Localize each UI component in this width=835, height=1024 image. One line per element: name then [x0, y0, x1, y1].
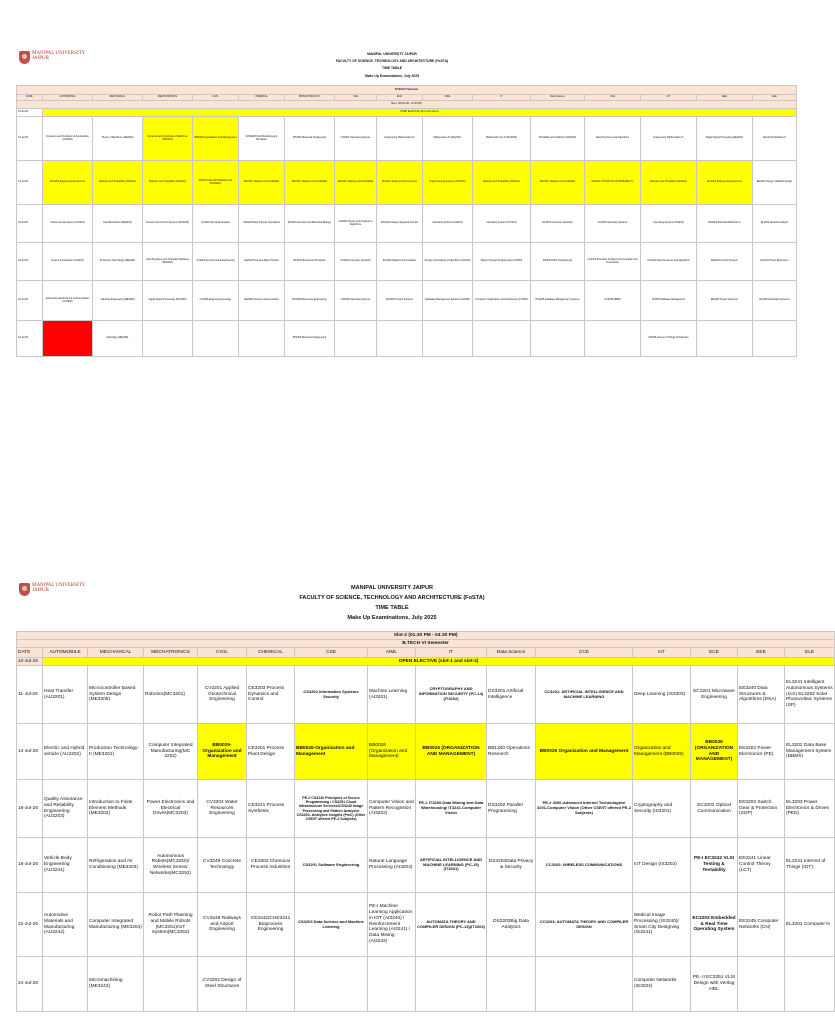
exam-cell: BB1340 Operations Research: [487, 724, 536, 780]
col-header: AIML: [368, 648, 416, 658]
header-faculty: FACULTY OF SCIENCE, TECHNOLOGY AND ARCHITECTURE (FoSTA): [335, 59, 449, 64]
exam-cell: CV2204 Environmental Engineering: [193, 243, 239, 281]
exam-cell: CE2203 Mass Transfer Operations: [239, 205, 285, 243]
exam-cell: CS3202 Information Systems Security: [295, 666, 368, 724]
exam-cell: Engineering Economics (HS2201): [423, 161, 473, 205]
exam-cell: CC3202: WIRELESS COMMUNICATIONS: [536, 838, 633, 893]
logo-line2: JAIPUR: [32, 56, 49, 62]
col-header: CSE: [295, 648, 368, 658]
col-header: ELE: [785, 648, 835, 658]
exam-cell: BB0026 Organization and Management: [193, 117, 239, 161]
date-cell: 10-Jul-25: [17, 109, 43, 117]
exam-cell: IoT Design (IS3202): [633, 838, 691, 893]
col-header: ELE: [753, 95, 797, 101]
exam-cell: EE3245 Computer Networks (CN): [738, 893, 785, 957]
exam-cell: DS3201 Artificial Intelligence: [487, 666, 536, 724]
exam-cell: CS2203 Design and Analysis of Algorithms: [335, 205, 377, 243]
exam-cell: [193, 321, 239, 357]
exam-cell: Statistics and Probability (MA2201): [93, 161, 143, 205]
exam-cell: BT2203 Genetics and Molecular Biology: [285, 205, 335, 243]
exam-cell: EL2203 Network Analysis: [753, 205, 797, 243]
exam-cell: MA2201 Statistics and Probability: [239, 161, 285, 205]
exam-cell: Dynamics and Synthesis of Machines (MC2201): [143, 117, 193, 161]
exam-cell: [585, 321, 641, 357]
exam-cell: EC3201 Microwave Engineering: [691, 666, 738, 724]
exam-cell: Computer Organization and Architecture (IT2205): [473, 281, 531, 321]
exam-cell: CS3201 Software Engineering: [295, 838, 368, 893]
exam-cell: BT2206 Bioreactor Engineering: [285, 321, 335, 357]
exam-cell: EL3241 Intelligent Autonomous Systems (IAS) EL3252 Solar Photovoltaic Systems (SP): [785, 666, 835, 724]
exam-cell: CV3204 Water Resources Engineering: [198, 780, 247, 838]
col-header: DATE: [17, 648, 43, 658]
date-cell: 10-Jul-25: [17, 658, 43, 666]
exam-cell: Computer Integrated Manufacturing (ME3204): [88, 893, 144, 957]
exam-cell: CV3248 Railways and Airport Engineering: [198, 893, 247, 957]
exam-cell: CC2203 Operating Systems: [585, 205, 641, 243]
exam-cell: Mathematics for AI (MA2203): [473, 117, 531, 161]
exam-cell: Object Oriented Programming (IT2204): [473, 243, 531, 281]
exam-cell: EE2204 Control Systems: [697, 243, 753, 281]
exam-cell: PE-2 CS3240 Principles of Secure Programming / CS3251 Cloud Infrastructure Services/CS3240 Image Processing and Pattern Analysis/ CS3260- Analytics Insights (PwC) (Other CSE/IT offered PE-2 Subjects): [295, 780, 368, 838]
exam-cell: [144, 957, 198, 1012]
slot-band: Slot-2 (01:30 PM - 04:30 PM): [17, 632, 835, 640]
exam-cell: [416, 957, 487, 1012]
col-header: CIVIL: [193, 95, 239, 101]
col-header: AUTOMOBILE: [43, 648, 88, 658]
exam-cell: CS2204 Computer Networks: [335, 243, 377, 281]
exam-cell: CE3241 Process Synthesis: [247, 780, 295, 838]
exam-cell: CE3242/CHE3241 Bioprocess Engineering: [247, 893, 295, 957]
exam-cell: Computer Integrated Manufacturing(MC 3202): [144, 724, 198, 780]
date-cell: 22-Jul-25: [17, 281, 43, 321]
exam-cell: Statistics and Probability (MA2201): [641, 161, 697, 205]
date-cell: 16-Jul-25: [17, 780, 43, 838]
exam-cell: MA2201 Statistics and Probability: [285, 161, 335, 205]
exam-cell: CE3201 Process Plant Design: [247, 724, 295, 780]
col-header: MECHANICAL: [88, 648, 144, 658]
col-header: IT: [416, 648, 487, 658]
header-exam: Make Up Examinations, July 2025: [364, 73, 420, 78]
exam-cell: PE-2 3200-Advanced Internet Technologies/ 3201-Computer Vision (Other CSE/IT offered PE-2 Subjects): [536, 780, 633, 838]
exam-cell: ICMS225 Fluid Modelling and Simulation: [239, 117, 285, 161]
timetable-sheet-vi-semester: [16, 581, 833, 1001]
col-header: Data Science: [531, 95, 585, 101]
exam-cell: BT2204 Bioprocess Principles: [285, 243, 335, 281]
logo-line2: JAIPUR: [32, 588, 49, 594]
header-title: TIME TABLE: [381, 66, 403, 71]
col-header: IoT: [641, 95, 697, 101]
col-header: CHEMICAL: [247, 648, 295, 658]
col-header: MECHATRONICS: [144, 648, 198, 658]
open-elective-cell: OPEN ELECTIVE (slot-1 and slot-2): [43, 109, 797, 117]
exam-cell: [531, 321, 585, 357]
exam-cell: Operating Systems (IT2201): [473, 205, 531, 243]
exam-cell: MA2201 Engineering Economics: [377, 161, 423, 205]
semester-band: B.TECH IV Semester: [17, 86, 797, 95]
exam-cell: Vehicle Aerodynamics (AU2203): [43, 205, 93, 243]
exam-cell: CS2205 Operating Systems: [335, 281, 377, 321]
sheet-header: [16, 583, 768, 623]
exam-cell: BB0026 Organization and Management: [536, 724, 633, 780]
exam-cell: MA2201 Engineering Economics: [697, 161, 753, 205]
exam-cell: CV3201 Applied Geotechnical Engineering: [198, 666, 247, 724]
exam-cell: EE3202 Power Electronics (PE): [738, 724, 785, 780]
exam-cell: EE3241 Linear Control Theory (LCT): [738, 838, 785, 893]
exam-cell: CC3201: ARTIFICIAL INTELLIGENCE AND MACHINE LEARNING: [536, 666, 633, 724]
col-header: EEE: [697, 95, 753, 101]
exam-cell: CV3249 Concrete Technology: [198, 838, 247, 893]
exam-cell: Fuels & Combustion (AU2204): [43, 243, 93, 281]
exam-cell: [377, 321, 423, 357]
exam-cell: Medical Image Processing (IS3240)/ Smart City Designing (IS3241): [633, 893, 691, 957]
exam-cell: [335, 321, 377, 357]
exam-cell: CV3202 Design of Steel Structures: [198, 957, 247, 1012]
exam-cell: Theory of Machines (ME2202): [93, 117, 143, 161]
exam-cell: Deep Learning (IS3203): [633, 666, 691, 724]
exam-cell: BT2205 Bioprocess Engineering: [285, 281, 335, 321]
exam-cell: Digital Signal Processing (MC2205): [143, 281, 193, 321]
exam-cell: Automotive Materials and Manufacturing (AU3242): [43, 893, 88, 957]
exam-cell: [43, 957, 88, 1012]
exam-cell: Vehicle Body Engineering (AU3241): [43, 838, 88, 893]
semester-band: B.TECH VI Semester: [17, 640, 835, 648]
exam-cell: Engineering Mathematics-IV: [641, 117, 697, 161]
exam-cell: Operating Systems (IO2203): [641, 205, 697, 243]
exam-cell: Industrial Engineering (ME2205): [93, 281, 143, 321]
exam-cell: Production Technology (ME2204): [93, 243, 143, 281]
col-header: CSE: [335, 95, 377, 101]
exam-cell: Fluid Mechanics (ME2203): [93, 205, 143, 243]
exam-cell: DS3204Data Privacy & Security: [487, 838, 536, 893]
exam-cell: Database Management Systems (AI2205): [423, 281, 473, 321]
col-header: CCE: [536, 648, 633, 658]
exam-cell: EC2203 Analog Integrated Circuits: [377, 205, 423, 243]
exam-cell: Mathematics-IV (MA2201): [423, 117, 473, 161]
exam-cell: EC2204 Digital Communication: [377, 243, 423, 281]
exam-cell-red: [43, 321, 93, 357]
exam-cell: Introduction to Finite Element Methods (ME3202): [88, 780, 144, 838]
exam-cell: PE-I Machine Learning Application in IOT (AI3240) / Reinforcement Learning (AI3241) / Data Mining (AI3242): [368, 893, 416, 957]
exam-cell: Natural Language Processing (AI3204): [368, 838, 416, 893]
exam-cell: BB0026 (Organization and Management): [368, 724, 416, 780]
exam-cell: CE2205 Process Instrumentation: [239, 281, 285, 321]
exam-cell: Electrical Machines-II: [753, 117, 797, 161]
exam-cell: [753, 321, 797, 357]
exam-cell: BB0026-Organization and Management: [198, 724, 247, 780]
exam-cell: Micromachining (ME3243): [88, 957, 144, 1012]
exam-cell: EL3203 Power Electronics & Drives (PED): [785, 780, 835, 838]
exam-cell: Machine Learning (AI3201): [368, 666, 416, 724]
date-cell: 11-Jul-25: [17, 666, 43, 724]
exam-cell: [295, 957, 368, 1012]
exam-cell: MA2201 Statistics and Probability: [335, 161, 377, 205]
exam-cell: PE-I EC3242 VLSI Testing & Testability: [691, 838, 738, 893]
exam-cell: CC2204 Principles of Data Communication and Networking: [585, 243, 641, 281]
col-header: MECHANICAL: [93, 95, 143, 101]
exam-cell: [143, 321, 193, 357]
date-cell: 24-Jul-25: [17, 321, 43, 357]
timetable-sheet-iv-semester: [16, 49, 793, 345]
exam-cell: EE2205 Power Systems-I: [697, 281, 753, 321]
exam-cell: CV2205 Engineering Geology: [193, 281, 239, 321]
exam-cell: Sensors and Control Systems (MC2203): [143, 205, 193, 243]
exam-cell: Electric and Hybrid vehicle (AU3202): [43, 724, 88, 780]
date-cell: 14-Jul-25: [17, 724, 43, 780]
col-header: BIOTECHNOLOGY: [285, 95, 335, 101]
header-university: MANIPAL UNIVERSITY JAIPUR: [367, 52, 417, 56]
exam-cell: Fluid Dynamics and Hydraulic Machines (MC2204): [143, 243, 193, 281]
col-header: IT: [473, 95, 531, 101]
col-header: ECE: [691, 648, 738, 658]
col-header: AIML: [423, 95, 473, 101]
exam-cell: Microcontroller Based System Design (ME3205): [88, 666, 144, 724]
exam-cell: Dynamics and Synthesis of Automobiles (AU2202): [43, 117, 93, 161]
exam-cell: [368, 957, 416, 1012]
exam-cell: Power Electronics and Electrical Drives(MC3203): [144, 780, 198, 838]
exam-cell: EC2205 Control Systems: [377, 281, 423, 321]
open-elective-cell: OPEN ELECTIVE (slot-1 and slot-2): [43, 658, 835, 666]
exam-cell: [423, 321, 473, 357]
col-header: ECE: [377, 95, 423, 101]
col-header: CCE: [585, 95, 641, 101]
exam-cell: Heat Transfer (AU3201): [43, 666, 88, 724]
date-cell: 16-Jul-25: [17, 205, 43, 243]
exam-cell: Design and Analysis of Algorithms (AI2204): [423, 243, 473, 281]
exam-cell: [785, 957, 835, 1012]
exam-cell: DS3202 Parallel Programming: [487, 780, 536, 838]
date-cell: 18-Jul-25: [17, 838, 43, 893]
col-header: MECHATRONICS: [143, 95, 193, 101]
exam-cell: BB0026 (ORGANIZATION AND MANAGEMENT): [691, 724, 738, 780]
exam-cell: EL3241 Internet of Things (IOT): [785, 838, 835, 893]
exam-cell: BB0026-Organization and Management: [295, 724, 368, 780]
exam-cell: EE3203 Switch Gear & Protection (SGP): [738, 780, 785, 838]
exam-cell: CE3203 Process Dynamics and Control: [247, 666, 295, 724]
exam-cell: Operating Systems (AI2201): [423, 205, 473, 243]
exam-cell: PE- II EC3251 VLSI Design with Verilog HDL: [691, 957, 738, 1012]
exam-cell: Computer Vision and Pattern Recognition (AI3202): [368, 780, 416, 838]
exam-cell: Metrology (ME2206): [93, 321, 143, 357]
exam-cell: Organization and Management (BB0026): [633, 724, 691, 780]
col-header: Data Science: [487, 648, 536, 658]
exam-cell: Computer Networks (IS3204): [633, 957, 691, 1012]
exam-cell: [697, 321, 753, 357]
exam-cell: DS2203 Computer Networks: [531, 205, 585, 243]
exam-cell: MA2201 STATISTICS & PROBABILITY: [585, 161, 641, 205]
logo-line1: MANIPAL UNIVERSITY: [32, 583, 86, 588]
exam-cell: DS2204 Web Programming: [531, 243, 585, 281]
exam-cell: Refrigeration and Air Conditioning (ME3203): [88, 838, 144, 893]
exam-cell: Engineering Mathematics-IV: [377, 117, 423, 161]
exam-cell: ARTIFICIAL INTELLIGENCE AND MACHINE LEARNING (PC-15)(IT3201): [416, 838, 487, 893]
exam-cell: CE3202 Chemical Process Industries: [247, 838, 295, 893]
exam-cell: [738, 957, 785, 1012]
exam-cell: EE2201 Design / EE2201 Design: [753, 161, 797, 205]
exam-cell: IO2205 Database Management: [641, 281, 697, 321]
header-title: TIME TABLE: [375, 605, 409, 611]
exam-cell: Digital Signal Processing (EE2202): [697, 117, 753, 161]
exam-cell: BT2202 Molecular Engineering: [285, 117, 335, 161]
exam-cell: CV2203 Structural Analysis: [193, 205, 239, 243]
exam-cell: EC3203 Embedded & Real Time Operating System: [691, 893, 738, 957]
exam-cell: AUTOMATA THEORY AND COMPILER DESIGN (PC-13)(IT3203): [416, 893, 487, 957]
exam-cell: Robotics(MC3201): [144, 666, 198, 724]
exam-cell: EE2203 Electrical Machines-II: [697, 205, 753, 243]
exam-cell: [473, 321, 531, 357]
exam-cell: CC2204 Data Structures and Algorithms: [641, 243, 697, 281]
exam-cell: [487, 957, 536, 1012]
exam-cell: Quality Assurance and Reliability Engineering (AU3203): [43, 780, 88, 838]
exam-cell: Data Structures and Algorithms: [585, 117, 641, 161]
exam-cell: [536, 957, 633, 1012]
timetable-table: [16, 631, 835, 1012]
exam-cell: [247, 957, 295, 1012]
exam-cell: Robot Path Planning and Mobile Robots (MC3251)/IoT System(MC3253): [144, 893, 198, 957]
exam-cell: EC3202 Optical Communication: [691, 780, 738, 838]
col-header: EEE: [738, 648, 785, 658]
exam-cell: Statistics and Probability (MA2201): [143, 161, 193, 205]
col-header: AUTOMOBILE: [43, 95, 93, 101]
exam-cell: MA2201 Strength Statistics and Probability: [193, 161, 239, 205]
exam-cell: PE-2 IT3200-Data Mining and Data Warehousing/ IT3241-Computer Vision: [416, 780, 487, 838]
exam-cell: MA2201 Engineering Economics: [43, 161, 93, 205]
exam-cell: [239, 321, 285, 357]
header-faculty: FACULTY OF SCIENCE, TECHNOLOGY AND ARCHITECTURE (FoSTA): [299, 595, 485, 601]
exam-cell: Production Technology- II (ME3201): [88, 724, 144, 780]
exam-cell: Probability and Statistics (MA2203): [531, 117, 585, 161]
exam-cell: Statistics and Probability (MA2201): [473, 161, 531, 205]
date-cell: 10-Jul-25: [17, 117, 43, 161]
exam-cell: CC3203: AUTOMATA THEORY AND COMPILER DESIGN: [536, 893, 633, 957]
exam-cell: EL3201 Computer N: [785, 893, 835, 957]
col-header: IoT: [633, 648, 691, 658]
date-cell: 22-Jul-25: [17, 893, 43, 957]
timetable-table: [16, 85, 797, 357]
exam-cell: Automotive Electronics & Instrumentation (AU2205): [43, 281, 93, 321]
date-cell: 14-Jul-25: [17, 161, 43, 205]
col-header: DATE: [17, 95, 43, 101]
exam-cell: DS2205 Database Management Systems: [531, 281, 585, 321]
exam-cell: Cryptography and Security (IS3201): [633, 780, 691, 838]
exam-cell: CE2204 Heat and Mass Transfer: [239, 243, 285, 281]
col-header: CIVIL: [198, 648, 247, 658]
exam-cell: EL2205 Embedded Systems: [753, 281, 797, 321]
header-exam: Make Up Examinations, July 2025: [347, 615, 437, 621]
exam-cell: IO2206 Internet of Things Architecture: [641, 321, 697, 357]
exam-cell: CC2205 DBMS: [585, 281, 641, 321]
date-cell: 24-Jul-25: [17, 957, 43, 1012]
exam-cell: Autonomous Robots(MC3250)/ Wireless Sensor Networks(MC3252): [144, 838, 198, 893]
col-header: CHEMICAL: [239, 95, 285, 101]
exam-cell: MA2201 Statistics and Probability: [531, 161, 585, 205]
exam-cell: CRYPTOGRAPHY AND INFORMATION SECURITY (PC-14)(IT3202): [416, 666, 487, 724]
slot-band: Slot-1 (09:30 AM - 12:30 PM): [17, 101, 797, 109]
date-cell: 18-Jul-25: [17, 243, 43, 281]
exam-cell: EE3240 Data Structures & Algorithms (DSA): [738, 666, 785, 724]
exam-cell: EL3202 Data Base Management System (DBMS): [785, 724, 835, 780]
logo-line1: MANIPAL UNIVERSITY: [32, 51, 86, 56]
sheet-header: [16, 51, 768, 80]
exam-cell: CS3203 Data Science and Machine Learning: [295, 893, 368, 957]
exam-cell: EL2204 Power Electronics: [753, 243, 797, 281]
header-university: MANIPAL UNIVERSITY JAIPUR: [350, 585, 434, 591]
exam-cell: DS3203Big Data Analytics: [487, 893, 536, 957]
exam-cell: CS2201 Operating Systems: [335, 117, 377, 161]
exam-cell: BB0026 (ORGANIZATION AND MANAGEMENT): [416, 724, 487, 780]
